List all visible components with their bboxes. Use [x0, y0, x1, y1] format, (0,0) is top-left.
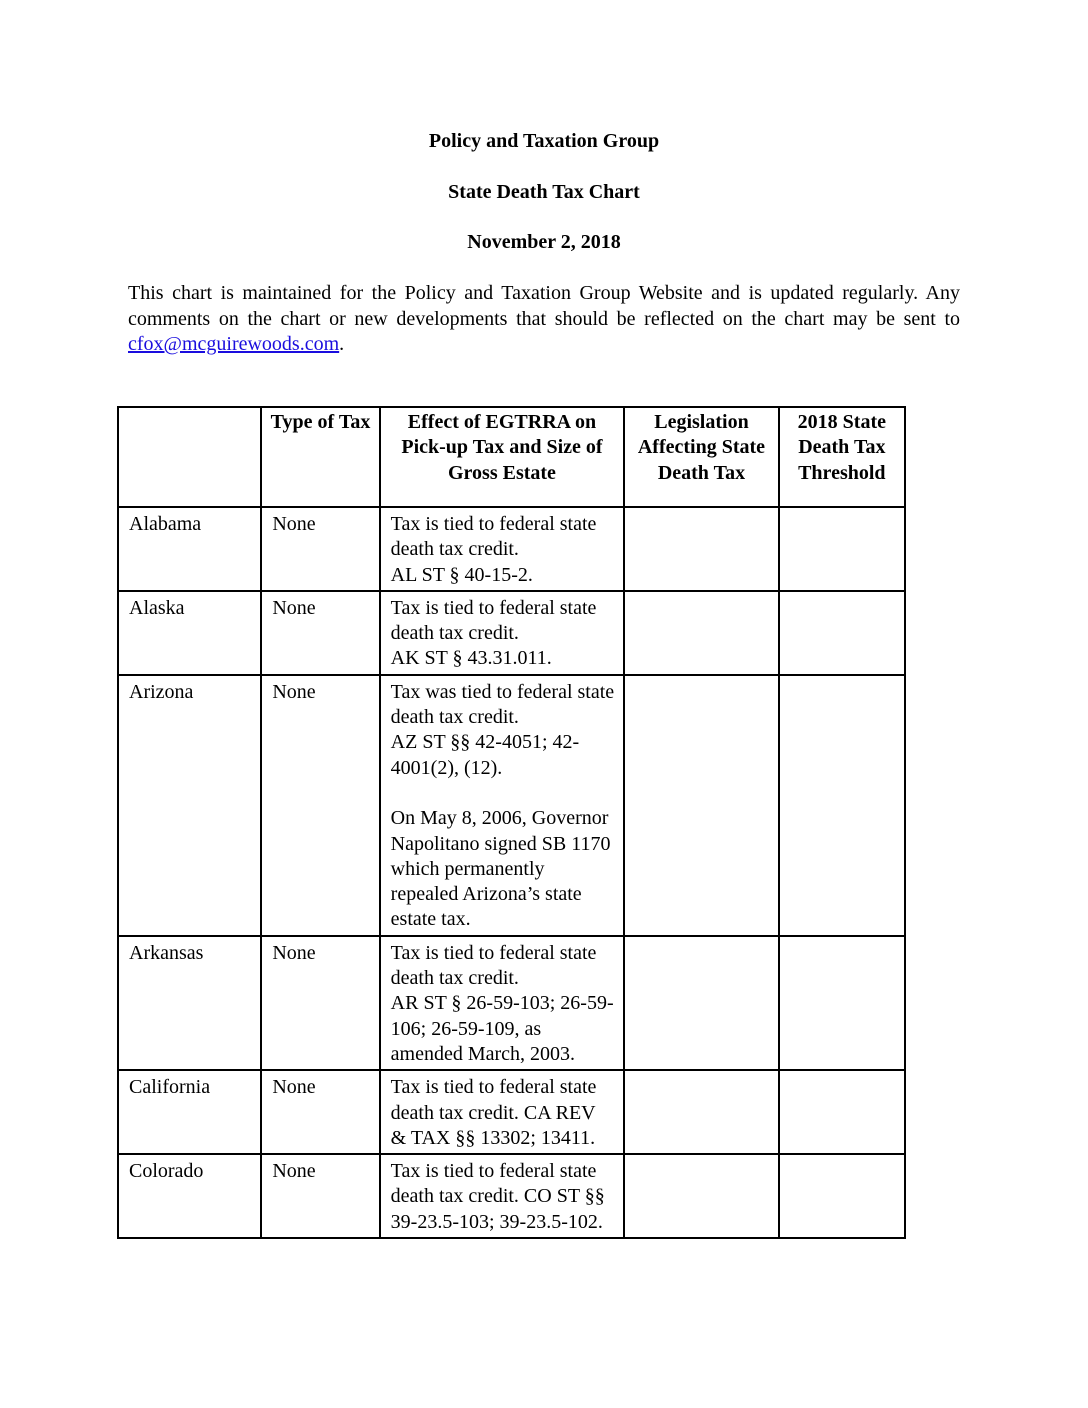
state-name: Colorado — [118, 1154, 261, 1238]
tax-type: None — [261, 936, 379, 1070]
legislation — [624, 675, 778, 936]
header-type-of-tax: Type of Tax — [261, 407, 379, 507]
state-name: Alabama — [118, 507, 261, 591]
egtrra-effect — [380, 507, 625, 591]
legislation — [624, 936, 778, 1070]
header-state — [118, 407, 261, 507]
header-legislation: Legislation Affecting State Death Tax — [624, 407, 778, 507]
document-title: Policy and Taxation Group — [428, 130, 660, 152]
table-header-row — [118, 407, 905, 507]
state-name: Arizona — [118, 675, 261, 936]
state-name: California — [118, 1070, 261, 1154]
intro-paragraph — [128, 281, 960, 358]
table-row — [118, 591, 905, 675]
threshold — [779, 507, 905, 591]
threshold — [779, 675, 905, 936]
table-row — [118, 1154, 905, 1238]
document-date: November 2, 2018 — [467, 231, 621, 253]
contact-email-link[interactable]: cfox@mcguirewoods.com — [128, 333, 340, 355]
intro-text-end: . — [339, 333, 345, 355]
legislation — [624, 1070, 778, 1154]
state-name: Arkansas — [118, 936, 261, 1070]
egtrra-effect — [380, 1070, 625, 1154]
effect-line: On May 8, 2006, Governor Napolitano signed SB 1170 which permanently repealed Arizona’s state estate tax. — [390, 807, 611, 931]
header-effect-of-egtrra: Effect of EGTRRA on Pick-up Tax and Size of Gross Estate — [380, 407, 625, 507]
threshold — [779, 1154, 905, 1238]
tax-type: None — [261, 507, 379, 591]
egtrra-effect — [380, 591, 625, 675]
egtrra-effect — [380, 675, 625, 936]
state-death-tax-table — [117, 406, 906, 1239]
effect-line: Tax was tied to federal state death tax credit. — [390, 680, 615, 729]
tax-type: None — [261, 591, 379, 675]
chart-title: State Death Tax Chart — [448, 181, 640, 203]
legislation — [624, 591, 778, 675]
egtrra-effect — [380, 1154, 625, 1238]
header-threshold: 2018 State Death Tax Threshold — [779, 407, 905, 507]
threshold — [779, 1070, 905, 1154]
tax-type: None — [261, 1070, 379, 1154]
threshold — [779, 936, 905, 1070]
state-name: Alaska — [118, 591, 261, 675]
effect-line: Tax is tied to federal state death tax credit. — [390, 941, 597, 990]
paragraph-gap — [391, 781, 616, 806]
effect-line: AR ST § 26-59-103; 26-59-106; 26-59-109, as amended March, 2003. — [390, 992, 614, 1065]
threshold — [779, 591, 905, 675]
table-row — [118, 675, 905, 936]
tax-type: None — [261, 1154, 379, 1238]
table-row — [118, 507, 905, 591]
intro-text: This chart is maintained for the Policy and Taxation Group Website and is updated regularly. Any comments on the chart or new developments that should be reflected on the chart may be sent to — [128, 282, 960, 330]
tax-type: None — [261, 675, 379, 936]
legislation — [624, 507, 778, 591]
effect-line: AL ST § 40-15-2. — [390, 563, 533, 586]
effect-line: Tax is tied to federal state death tax credit. — [390, 513, 597, 561]
effect-line: AZ ST §§ 42-4051; 42-4001(2), (12). — [390, 731, 580, 779]
effect-line: Tax is tied to federal state death tax credit. — [390, 596, 597, 645]
egtrra-effect — [380, 936, 625, 1070]
table-row — [118, 1070, 905, 1154]
table-row — [118, 936, 905, 1070]
effect-line: Tax is tied to federal state death tax credit. CA REV & TAX §§ 13302; 13411. — [390, 1076, 597, 1149]
legislation — [624, 1154, 778, 1238]
effect-line: AK ST § 43.31.011. — [390, 647, 552, 670]
effect-line: Tax is tied to federal state death tax credit. CO ST §§ 39-23.5-103; 39-23.5-102. — [390, 1160, 605, 1233]
